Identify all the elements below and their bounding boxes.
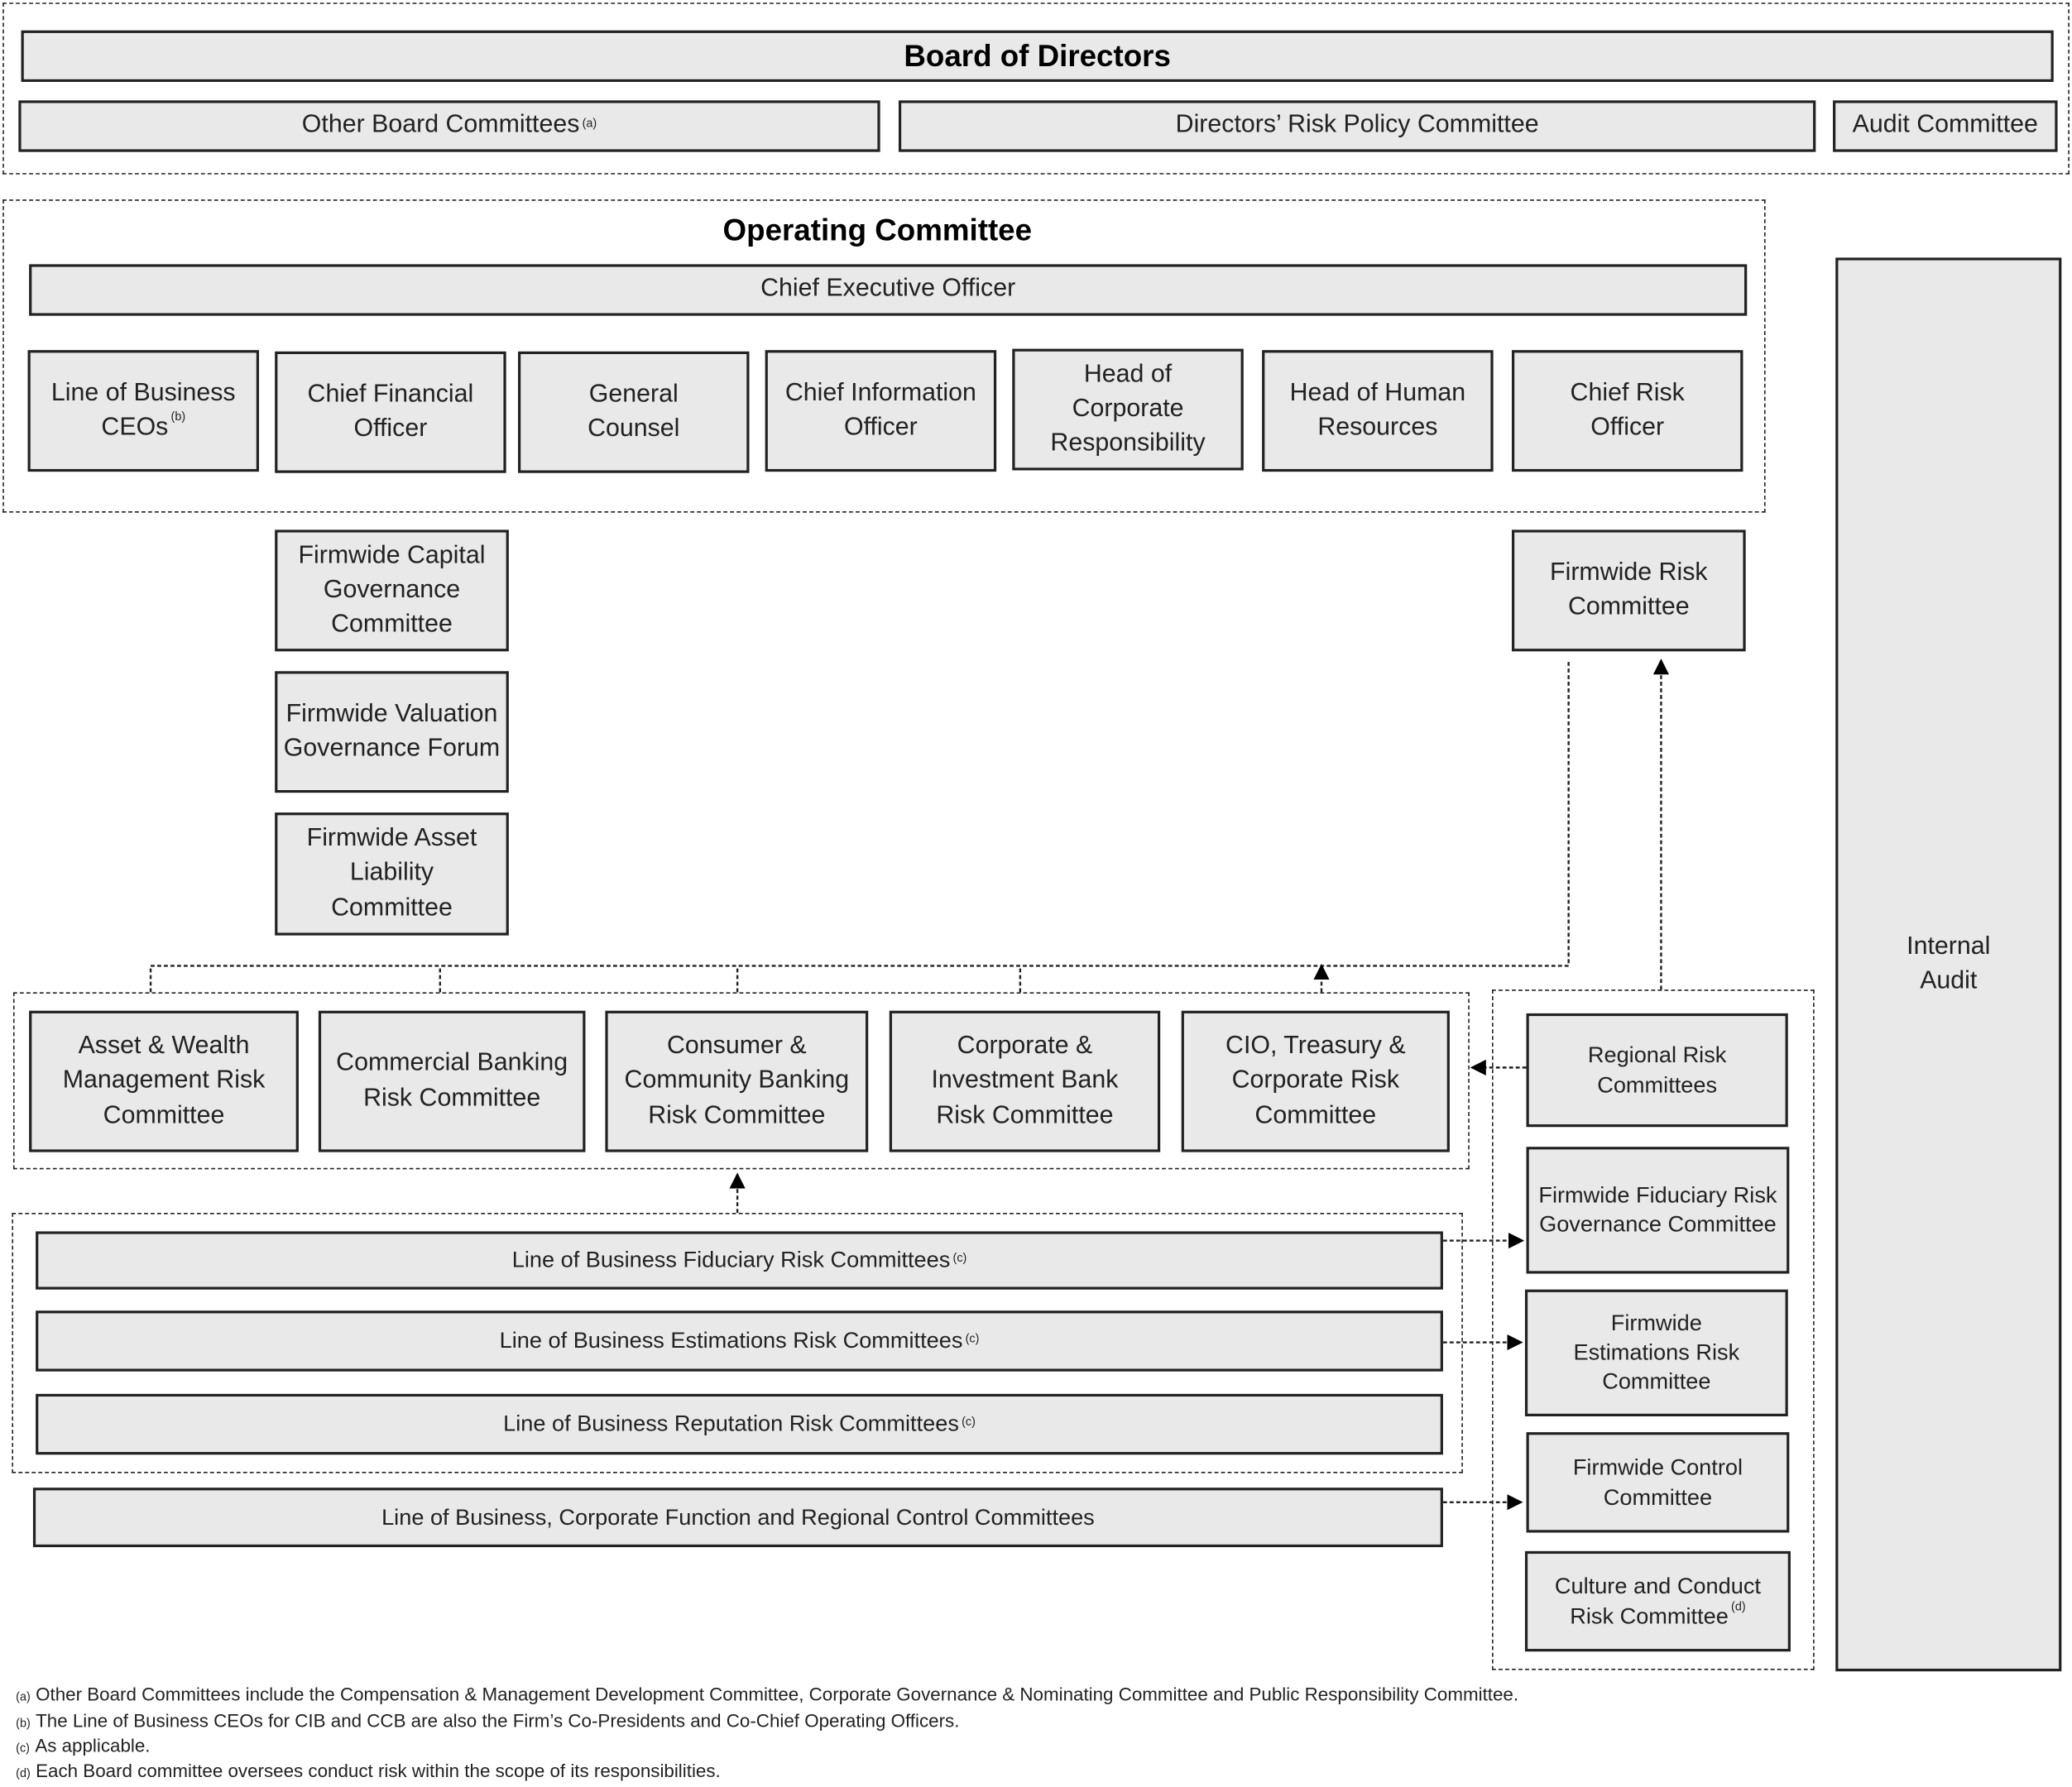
text: As applicable. <box>35 1734 151 1756</box>
lob-risk-connector <box>151 661 1569 993</box>
mark: (a) <box>16 1689 31 1703</box>
label: Firmwide Risk Committee <box>1550 558 1708 621</box>
text: Other Board Committees include the Compensation & Management Development Committee, Corporate Governance & Nominating Committee and Public Responsibility Committee. <box>36 1683 1519 1705</box>
text: The Line of Business CEOs for CIB and CCB are also the Firm’s Co-Presidents and Co-Chief Operating Officers. <box>36 1709 960 1732</box>
operating-committee-title: Operating Committee <box>722 213 1033 247</box>
label: Firmwide Valuation Governance Forum <box>283 700 501 763</box>
label: Directors’ Risk Policy Committee <box>1175 111 1539 140</box>
label: Other Board Committees <box>301 111 580 140</box>
mark: (b) <box>16 1716 31 1730</box>
board-title: Board of Directors <box>904 37 1171 73</box>
label: Consumer & Community Banking Risk Committee <box>624 1032 850 1129</box>
label: Firmwide Asset Liability Committee <box>306 824 477 922</box>
label: Firmwide Fiduciary Risk Governance Committee <box>1538 1182 1777 1237</box>
label: Corporate & Investment Bank Risk Committee <box>931 1032 1119 1129</box>
note: (c) <box>962 1415 976 1429</box>
label: Line of Business Reputation Risk Committees <box>503 1411 959 1437</box>
label: Head of Human Resources <box>1289 378 1466 442</box>
label: Line of Business CEOs <box>50 378 236 442</box>
note: (d) <box>1731 1599 1746 1613</box>
label: Line of Business Estimations Risk Committees <box>499 1328 963 1353</box>
label: General Counsel <box>588 380 680 443</box>
text: Each Board committee oversees conduct risk within the scope of its responsibilities. <box>36 1760 721 1781</box>
label: Internal Audit <box>1907 932 1991 995</box>
label: Culture and Conduct Risk Committee <box>1554 1573 1761 1630</box>
note: (c) <box>952 1251 967 1265</box>
label: Chief Executive Officer <box>760 275 1016 304</box>
note: (c) <box>965 1331 980 1345</box>
footnote-d <box>16 1760 721 1781</box>
note: (a) <box>582 117 597 130</box>
label: Commercial Banking Risk Committee <box>336 1049 568 1112</box>
mark: (d) <box>16 1766 31 1780</box>
footnote-b <box>16 1710 959 1732</box>
label: Chief Information Officer <box>784 378 976 442</box>
label: CIO, Treasury & Corporate Risk Committee <box>1225 1032 1406 1129</box>
label: Asset & Wealth Management Risk Committee <box>62 1032 266 1129</box>
label: Audit Committee <box>1852 111 2038 140</box>
label: Line of Business Fiduciary Risk Committees <box>511 1247 951 1273</box>
label: Firmwide Capital Governance Committee <box>298 541 486 639</box>
label: Firmwide Estimations Risk Committee <box>1573 1310 1740 1394</box>
label: Chief Risk Officer <box>1570 378 1685 442</box>
label: Firmwide Control Committee <box>1572 1454 1743 1511</box>
label: Chief Financial Officer <box>307 380 474 443</box>
footnote-c <box>16 1735 150 1756</box>
label: Head of Corporate Responsibility <box>1050 360 1206 458</box>
mark: (c) <box>16 1741 30 1755</box>
label: Regional Risk Committees <box>1587 1042 1727 1099</box>
note: (b) <box>170 410 186 424</box>
label: Line of Business, Corporate Function and Regional Control Committees <box>381 1504 1095 1530</box>
footnote-a <box>16 1684 1518 1705</box>
